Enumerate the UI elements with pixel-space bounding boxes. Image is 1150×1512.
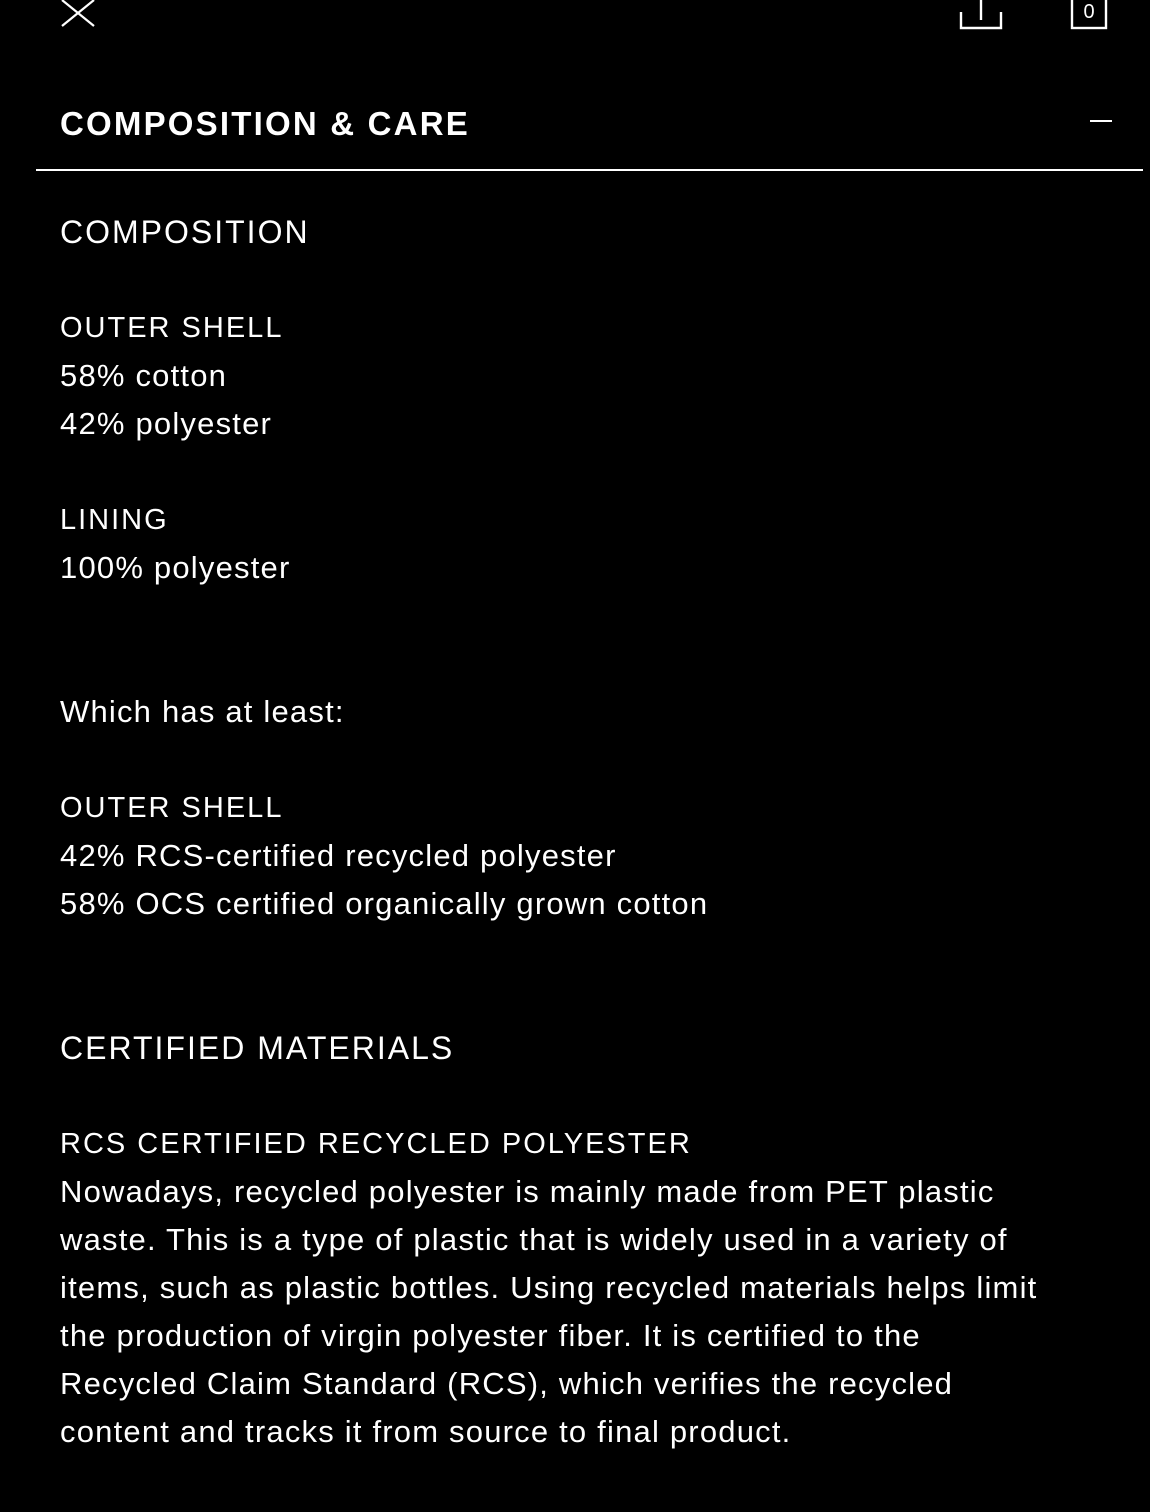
composition-line: 100% polyester — [60, 550, 291, 585]
rcs-description-line: content and tracks it from source to final product. — [60, 1414, 792, 1449]
shopping-bag-button[interactable] — [1068, 0, 1110, 34]
certified-materials-heading: CERTIFIED MATERIALS — [60, 1030, 455, 1066]
minus-icon[interactable] — [1090, 120, 1112, 122]
share-button[interactable] — [955, 0, 1007, 34]
share-icon — [955, 0, 1007, 34]
close-icon — [58, 0, 98, 30]
top-bar — [0, 0, 1150, 40]
rcs-description-line: waste. This is a type of plastic that is widely used in a variety of — [60, 1222, 1008, 1257]
close-button[interactable] — [58, 0, 98, 30]
composition-care-accordion-header[interactable] — [36, 94, 1143, 171]
outer-shell-group — [60, 304, 1130, 448]
rcs-material-block — [60, 1120, 1130, 1456]
composition-heading: COMPOSITION — [60, 214, 310, 250]
composition-line: 58% cotton — [60, 358, 228, 393]
outer-shell-label: OUTER SHELL — [60, 792, 284, 824]
rcs-description-line: items, such as plastic bottles. Using recycled materials helps limit — [60, 1270, 1038, 1305]
outer-shell-certified-group — [60, 784, 1130, 928]
rcs-description-line: the production of virgin polyester fiber. It is certified to the — [60, 1318, 921, 1353]
lining-group — [60, 496, 1130, 592]
bag-count-badge: 0 — [1083, 1, 1095, 23]
lining-label: LINING — [60, 504, 169, 536]
certified-composition-line: 58% OCS certified organically grown cotton — [60, 886, 709, 921]
section-title: COMPOSITION & CARE — [60, 105, 470, 142]
composition-line: 42% polyester — [60, 406, 273, 441]
composition-care-content — [60, 208, 1130, 1456]
certified-composition-line: 42% RCS-certified recycled polyester — [60, 838, 617, 873]
outer-shell-label: OUTER SHELL — [60, 312, 284, 344]
rcs-description-line: Nowadays, recycled polyester is mainly made from PET plastic — [60, 1174, 995, 1209]
rcs-material-title: RCS CERTIFIED RECYCLED POLYESTER — [60, 1128, 692, 1160]
rcs-description-line: Recycled Claim Standard (RCS), which verifies the recycled — [60, 1366, 954, 1401]
which-has-at-least-text: Which has at least: — [60, 694, 345, 729]
